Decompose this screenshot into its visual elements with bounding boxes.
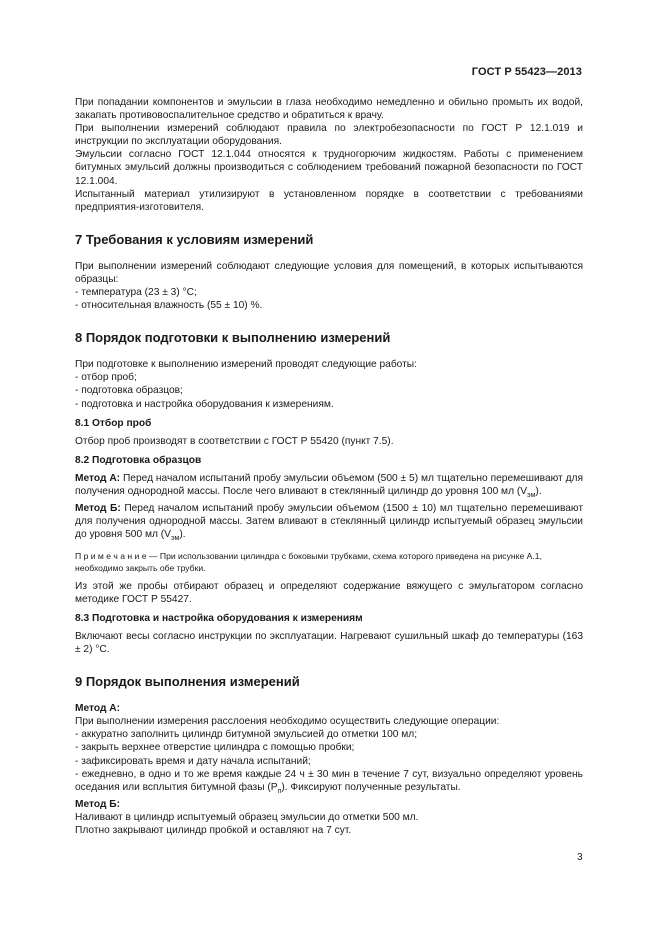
paragraph: Отбор проб производят в соответствии с ГОСТ Р 55420 (пункт 7.5).: [75, 435, 394, 447]
subsection-8-2-title: 8.2 Подготовка образцов: [75, 454, 202, 466]
paragraph: При попадании компонентов и эмульсии в глаза необходимо немедленно и обильно промыть их водой, закапать противовоспалительное средство и обратиться к врачу.: [75, 97, 583, 122]
paragraph: При выполнении измерения расслоения необходимо осуществить следующие операции:: [75, 716, 500, 728]
page-content: [75, 96, 583, 837]
list-item: - подготовка и настройка оборудования к измерениям.: [75, 398, 334, 410]
list-item: - аккуратно заполнить цилиндр битумной эмульсией до отметки 100 мл;: [75, 729, 418, 741]
paragraph: Плотно закрывают цилиндр пробкой и оставляют на 7 сут.: [75, 825, 352, 837]
method-b-paragraph: Метод Б: Перед началом испытаний пробу эмульсии объемом (1500 ± 10) мл тщательно перемешивают для получения однородной массы. Затем вливают в стеклянный цилиндр испытуемый образец эмульсии до уровня 500 мл $(V_{эм})$.: [75, 502, 583, 543]
method-b-label: Метод Б:: [75, 502, 121, 514]
note: П р и м е ч а н и е — При использовании цилиндра с боковыми трубками, схема которого приведена на рисунке А.1, необходимо закрыть обе трубки.: [75, 551, 542, 574]
paragraph: Эмульсии согласно ГОСТ 12.1.044 относятся к трудногорючим жидкостям. Работы с применением битумных эмульсий должны производиться с соблюдением требований пожарной безопасности по ГОСТ 12.1.004.: [75, 149, 583, 187]
section-8-title: 8 Порядок подготовки к выполнению измерений: [75, 330, 391, 346]
document-id: ГОСТ Р 55423—2013: [471, 66, 582, 78]
list-item: - подготовка образцов;: [75, 385, 183, 397]
method-a-label: Метод А:: [75, 472, 121, 484]
paragraph: При выполнении измерений соблюдают правила по электробезопасности по ГОСТ Р 12.1.019 и инструкции по эксплуатации оборудования.: [75, 123, 583, 148]
list-item: - зафиксировать время и дату начала испытаний;: [75, 755, 311, 767]
paragraph: При выполнении измерений соблюдают следующие условия для помещений, в которых испытываются образцы:: [75, 260, 583, 285]
paragraph: Включают весы согласно инструкции по эксплуатации. Нагревают сушильный шкаф до температуры (163 ± 2) °С.: [75, 631, 583, 656]
paragraph: При подготовке к выполнению измерений проводят следующие работы:: [75, 359, 417, 371]
paragraph: Из этой же пробы отбирают образец и определяют содержание вяжущего с эмульгатором согласно методике ГОСТ Р 55427.: [75, 580, 583, 605]
list-item: - температура (23 ± 3) °С;: [75, 287, 197, 299]
method-a-paragraph: Метод А: Перед началом испытаний пробу эмульсии объемом (500 ± 5) мл тщательно перемешивают для получения однородной массы. После чего вливают в стеклянный цилиндр до уровня 100 мл $(V_{эм})$.: [75, 472, 583, 499]
method-b-label: Метод Б:: [75, 798, 120, 810]
list-item: - отбор проб;: [75, 372, 137, 384]
subsection-8-3-title: 8.3 Подготовка и настройка оборудования к измерениям: [75, 613, 363, 624]
method-a-label: Метод А:: [75, 703, 121, 715]
page-number: 3: [577, 852, 583, 863]
paragraph: Испытанный материал утилизируют в установленном порядке в соответствии с требованиями предприятия-изготовителя.: [75, 188, 583, 213]
list-item: - ежедневно, в одно и то же время каждые 24 ч ± 30 мин в течение 7 сут, визуально определяют уровень оседания или всплытия битумной фазы $(Р_п)$. Фиксируют полученные результаты.: [75, 768, 583, 795]
subsection-8-1-title: 8.1 Отбор проб: [75, 417, 152, 429]
paragraph: Наливают в цилиндр испытуемый образец эмульсии до отметки 500 мл.: [75, 811, 419, 823]
section-7-title: 7 Требования к условиям измерений: [75, 231, 314, 247]
list-item: - относительная влажность (55 ± 10) %.: [75, 300, 263, 312]
note-label: П р и м е ч а н и е —: [75, 551, 158, 562]
list-item: - закрыть верхнее отверстие цилиндра с помощью пробки;: [75, 742, 355, 754]
section-9-title: 9 Порядок выполнения измерений: [75, 674, 300, 690]
